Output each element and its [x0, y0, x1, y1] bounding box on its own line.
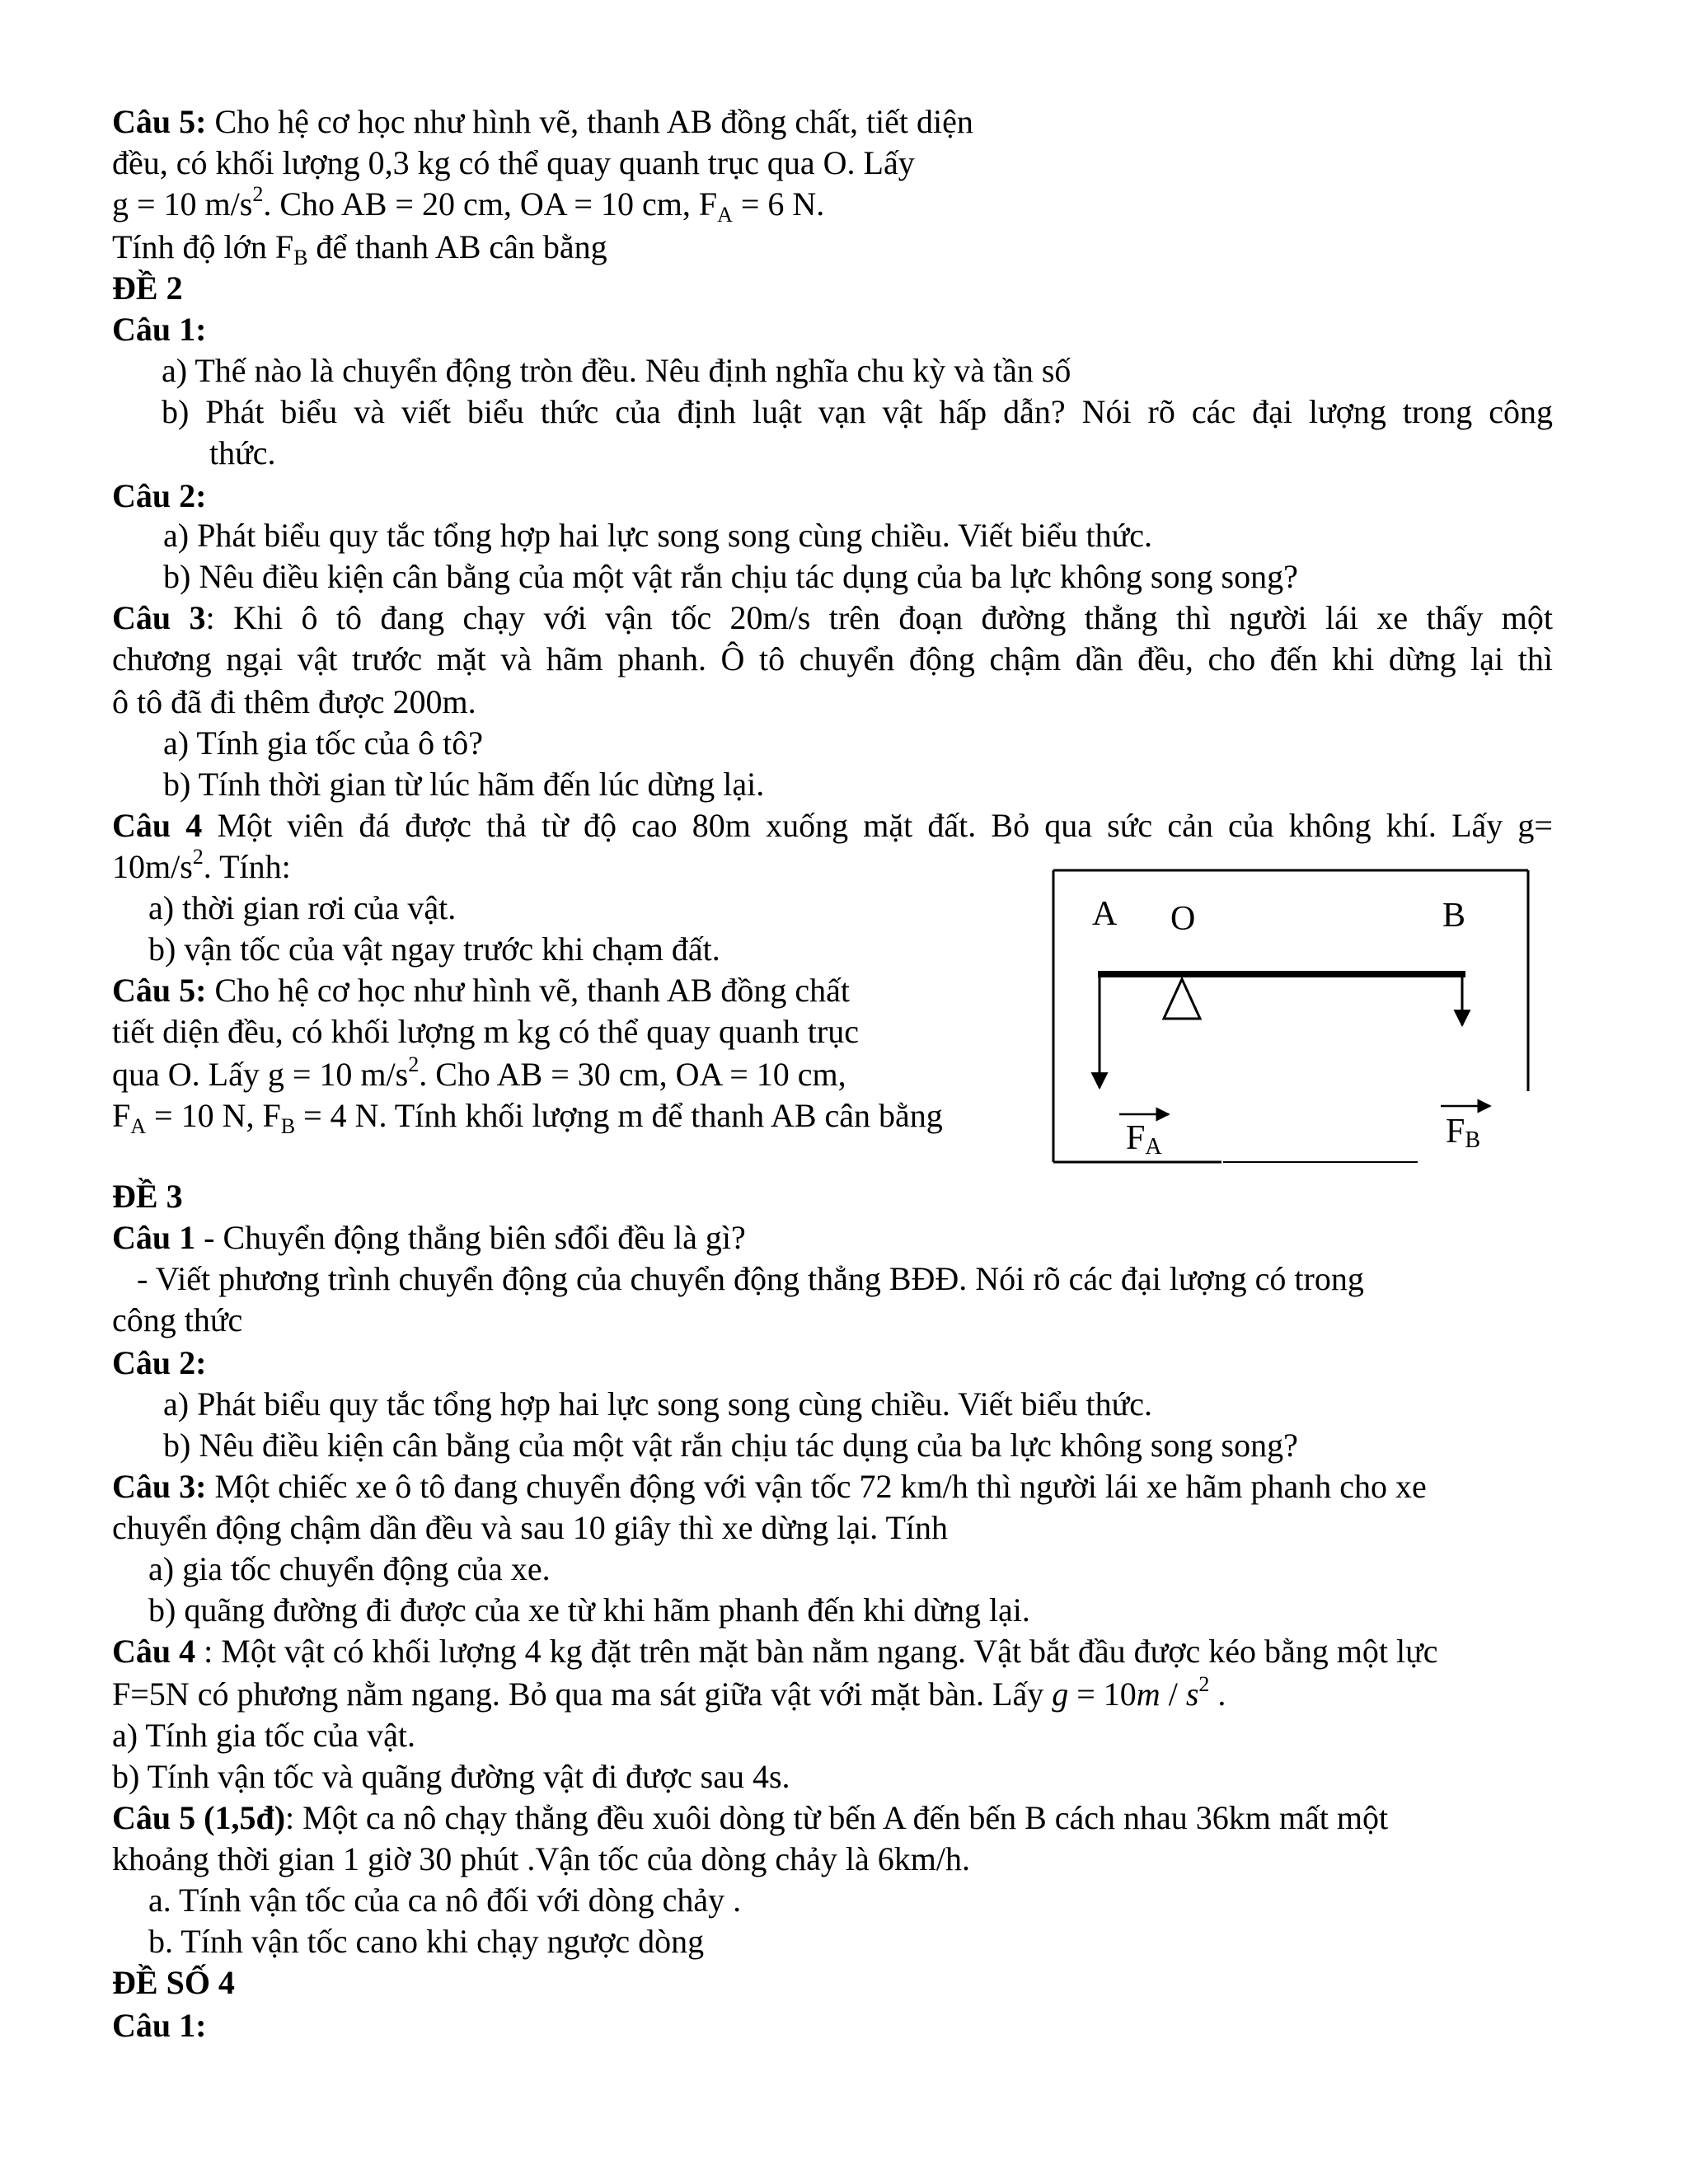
- de2-cau3-a: a) Tính gia tốc của ô tô?: [163, 724, 484, 762]
- de3-cau5-line1: [112, 1797, 1388, 1840]
- de3-cau5-b: b. Tính vận tốc cano khi chạy ngược dòng: [148, 1923, 705, 1960]
- de3-cau4-line1: [112, 1630, 1438, 1673]
- superscript: 2: [252, 182, 264, 206]
- de3-cau5-line2: khoảng thời gian 1 giờ 30 phút .Vận tốc của dòng chảy là 6km/h.: [112, 1840, 970, 1877]
- de3-cau5-a: a. Tính vận tốc của ca nô đối với dòng chảy .: [148, 1882, 742, 1919]
- de3-cau3-line1: [112, 1465, 1427, 1508]
- de3-cau3-b: b) quãng đường đi được của xe từ khi hãm phanh đến khi dừng lại.: [148, 1591, 1030, 1629]
- de3-cau4-b: b) Tính vận tốc và quãng đường vật đi được sau 4s.: [112, 1758, 790, 1795]
- de2-cau1-b-line1: b) Phát biểu và viết biểu thức của định luật vạn vật hấp dẫn? Nói rõ các đại lượng trong công: [162, 393, 1553, 430]
- subscript: A: [130, 1114, 147, 1138]
- question-text: Khi ô tô đang chạy với vận tốc 20m/s trên đoạn đường thẳng thì người lái xe thấy một: [214, 599, 1553, 636]
- de4-title: ĐỀ SỐ 4: [112, 1964, 235, 2001]
- question-label: Câu 5:: [112, 972, 207, 1009]
- question-label: Câu 3:: [112, 1468, 207, 1505]
- question-text: Cho hệ cơ học như hình vẽ, thanh AB đồng chất: [206, 972, 850, 1009]
- text: g = 10 m/s: [112, 185, 253, 223]
- de1-cau5-line1: [112, 101, 973, 143]
- de3-cau3-line2: chuyển động chậm dần đều và sau 10 giây thì xe dừng lại. Tính: [112, 1509, 949, 1546]
- formula-unit-s: s: [1185, 1675, 1199, 1713]
- question-text: Một viên đá được thả từ độ cao 80m xuống mặt đất. Bỏ qua sức cản của không khí. Lấy g=: [202, 807, 1553, 844]
- text: :: [205, 599, 215, 636]
- question-text: Cho hệ cơ học như hình vẽ, thanh AB đồng chất, tiết diện: [206, 103, 973, 140]
- text: để thanh AB cân bằng: [307, 228, 607, 265]
- de3-cau4-line2: [112, 1673, 1226, 1716]
- de2-cau4-line1: [112, 804, 1553, 847]
- question-text: Một chiếc xe ô tô đang chuyển động với vận tốc 72 km/h thì người lái xe hãm phanh cho xe: [206, 1468, 1427, 1505]
- de2-cau3-line3: ô tô đã đi thêm được 200m.: [112, 683, 476, 720]
- de2-cau5-line1: [112, 969, 850, 1012]
- question-label: Câu 3: [112, 599, 206, 636]
- text: Tính độ lớn F: [112, 228, 294, 265]
- question-label: Câu 5:: [112, 103, 207, 140]
- de2-cau1-b-line2: thức.: [209, 434, 276, 471]
- de2-cau3-b: b) Tính thời gian từ lúc hãm đến lúc dừng lại.: [163, 766, 765, 803]
- subscript: B: [280, 1114, 296, 1138]
- text: F=5N có phương nằm ngang. Bỏ qua ma sát giữa vật với mặt bàn. Lấy: [112, 1675, 1053, 1713]
- question-label: Câu 4: [112, 1633, 196, 1670]
- text: qua O. Lấy g = 10 m/s: [112, 1056, 409, 1093]
- text: .: [1209, 1675, 1226, 1713]
- de3-cau3-a: a) gia tốc chuyển động của xe.: [148, 1550, 551, 1587]
- de2-cau5-line2: tiết diện đều, có khối lượng m kg có thể quay quanh trục: [112, 1013, 859, 1050]
- text: = 6 N.: [732, 185, 825, 223]
- formula-g: g: [1052, 1675, 1069, 1713]
- question-label: Câu 5 (1,5đ): [112, 1799, 286, 1836]
- superscript: 2: [1198, 1672, 1210, 1696]
- de3-cau2-label: Câu 2:: [112, 1344, 207, 1381]
- de3-title: ĐỀ 3: [112, 1178, 183, 1215]
- de2-title: ĐỀ 2: [112, 269, 183, 307]
- question-label: Câu 4: [112, 807, 203, 844]
- de3-cau2-a: a) Phát biểu quy tắc tổng hợp hai lực song song cùng chiều. Viết biểu thức.: [163, 1385, 1153, 1422]
- formula-slash: /: [1160, 1675, 1186, 1713]
- lever-diagram: [1047, 867, 1541, 1172]
- de2-cau3-line1: [112, 597, 1553, 640]
- question-text: - Chuyển động thẳng biên sđổi đều là gì?: [195, 1219, 746, 1256]
- lever-figure: [1047, 867, 1541, 1172]
- label-b: B: [1442, 897, 1466, 935]
- text: = 10 N, F: [146, 1097, 281, 1134]
- subscript: A: [717, 203, 733, 227]
- label-fa: FA: [1126, 1119, 1162, 1160]
- de1-cau5-line2: đều, có khối lượng 0,3 kg có thể quay quanh trục qua O. Lấy: [112, 144, 915, 181]
- de3-cau4-a: a) Tính gia tốc của vật.: [112, 1717, 416, 1754]
- de2-cau4-line2: [112, 846, 291, 888]
- text: = 4 N. Tính khối lượng m để thanh AB cân bằng: [295, 1097, 943, 1134]
- formula-unit-m: m: [1136, 1675, 1160, 1713]
- label-o: O: [1170, 900, 1196, 938]
- de2-cau2-b: b) Nêu điều kiện cân bằng của một vật rắn chịu tác dụng của ba lực không song song?: [163, 558, 1298, 595]
- superscript: 2: [192, 845, 204, 869]
- text: F: [112, 1097, 131, 1134]
- question-text: : Một vật có khối lượng 4 kg đặt trên mặt bàn nằm ngang. Vật bắt đầu được kéo bằng một lực: [195, 1633, 1438, 1670]
- label-a: A: [1092, 895, 1118, 933]
- de2-cau5-line4: [112, 1094, 943, 1137]
- de3-cau1-line1: [112, 1216, 746, 1259]
- de2-cau1-label: Câu 1:: [112, 311, 207, 348]
- de2-cau4-a: a) thời gian rơi của vật.: [148, 889, 457, 926]
- superscript: 2: [408, 1052, 420, 1076]
- label-fb: FB: [1446, 1113, 1481, 1153]
- de1-cau5-line3: [112, 183, 824, 226]
- de2-cau4-b: b) vận tốc của vật ngay trước khi chạm đất.: [148, 930, 720, 968]
- de2-cau5-line3: [112, 1053, 846, 1096]
- subscript: B: [293, 246, 308, 269]
- text: . Cho AB = 30 cm, OA = 10 cm,: [419, 1056, 846, 1093]
- de3-cau1-line2: - Viết phương trình chuyển động của chuyển động thẳng BĐĐ. Nói rõ các đại lượng có trong: [137, 1260, 1364, 1297]
- de2-cau2-label: Câu 2:: [112, 477, 207, 514]
- text: . Tính:: [203, 848, 291, 885]
- question-label: Câu 1: [112, 1219, 196, 1256]
- de1-cau5-line4: [112, 226, 607, 269]
- de2-cau2-a: a) Phát biểu quy tắc tổng hợp hai lực song song cùng chiều. Viết biểu thức.: [163, 517, 1153, 554]
- de2-cau3-line2: chương ngại vật trước mặt và hãm phanh. Ô tô chuyển động chậm dần đều, cho đến khi dừng lại thì: [112, 640, 1553, 677]
- text: . Cho AB = 20 cm, OA = 10 cm, F: [263, 185, 718, 223]
- de4-cau1-label: Câu 1:: [112, 2007, 207, 2044]
- de2-cau1-a: a) Thế nào là chuyển động tròn đều. Nêu định nghĩa chu kỳ và tần số: [162, 352, 1071, 389]
- formula-value: = 10: [1068, 1675, 1137, 1713]
- pivot-o: [1164, 979, 1200, 1019]
- de3-cau1-line3: công thức: [112, 1301, 243, 1338]
- question-text: : Một ca nô chạy thẳng đều xuôi dòng từ bến A đến bến B cách nhau 36km mất một: [285, 1799, 1389, 1836]
- text: 10m/s: [112, 848, 193, 885]
- de3-cau2-b: b) Nêu điều kiện cân bằng của một vật rắn chịu tác dụng của ba lực không song song?: [163, 1427, 1298, 1464]
